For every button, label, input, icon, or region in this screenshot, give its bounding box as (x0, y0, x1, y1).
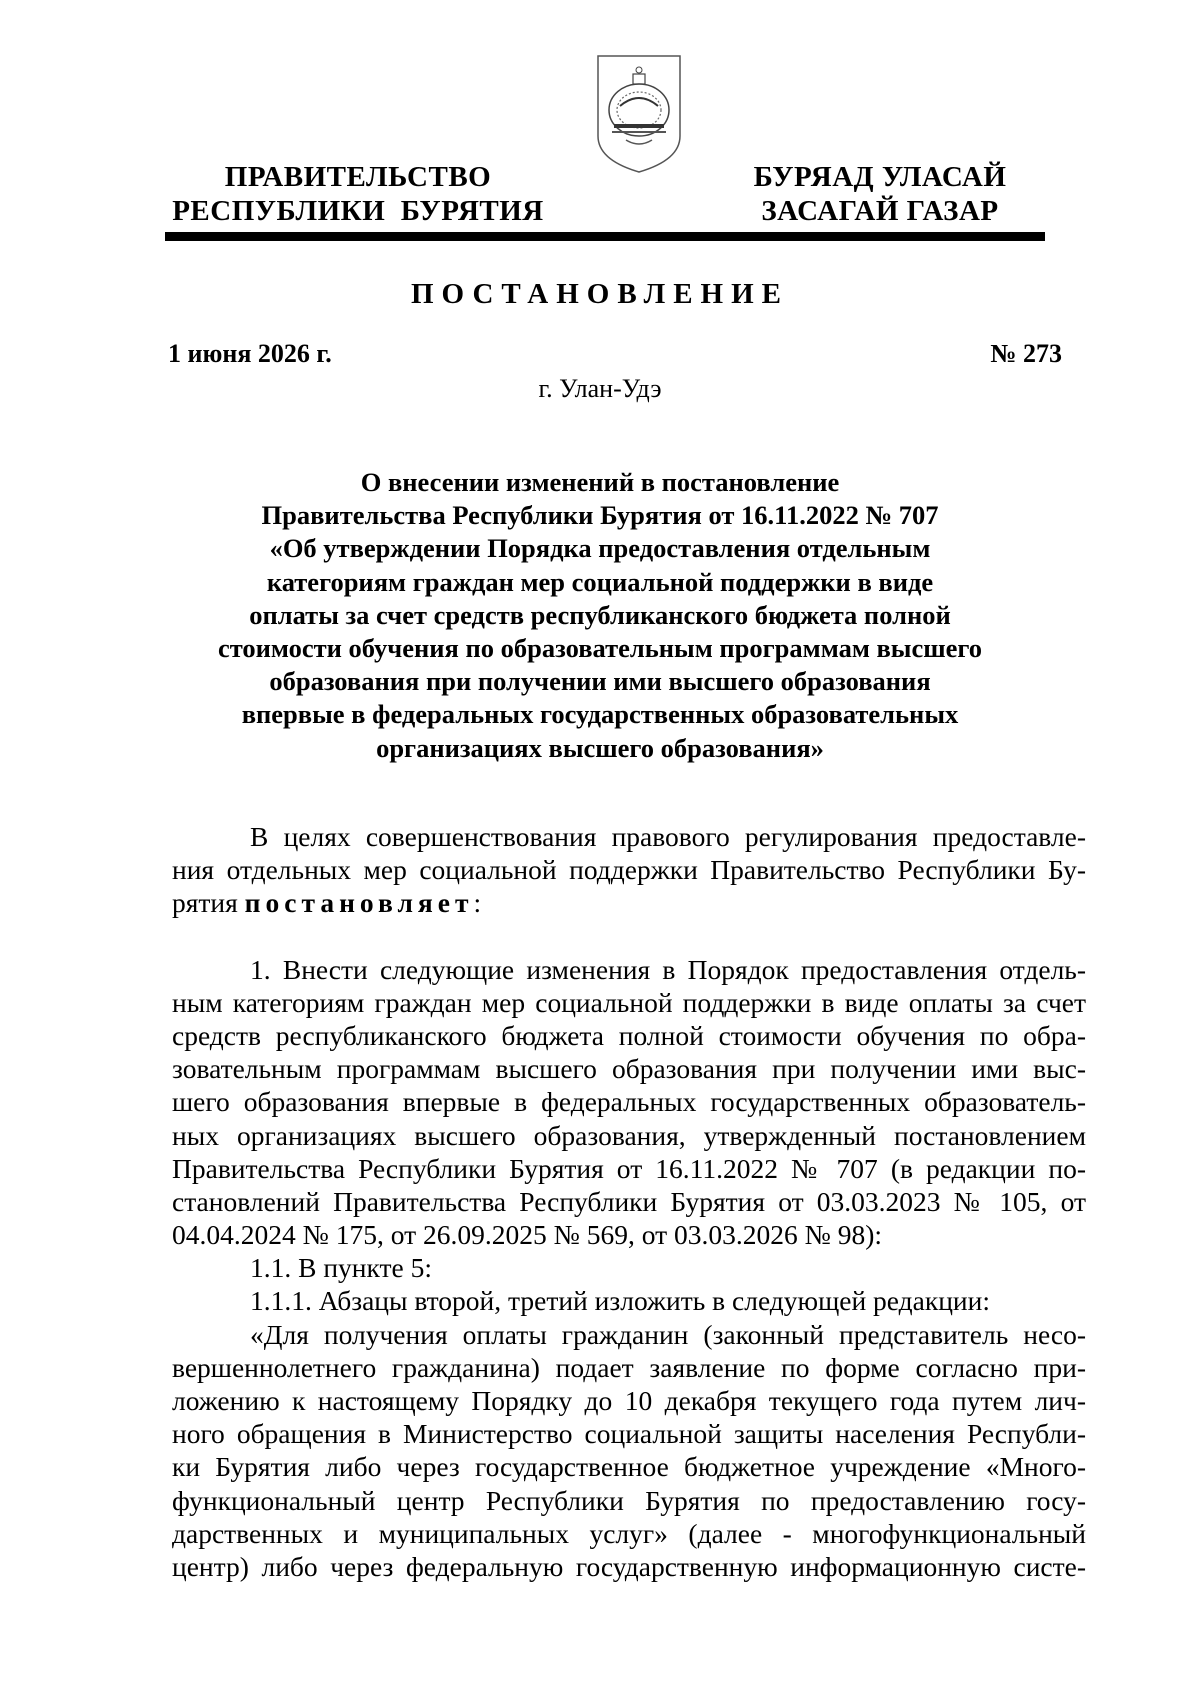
document-type: ПОСТАНОВЛЕНИЕ (410, 278, 789, 310)
document-number: № 273 (990, 339, 1062, 368)
resolves-word: постановляет (244, 887, 474, 919)
header-right-line1: БУРЯАД УЛАСАЙ (753, 161, 1007, 193)
title-line: Правительства Республики Бурятия от 16.11.2022 № 707 (261, 500, 939, 531)
preamble-line: ния отдельных мер социальной поддержки Правительство Республики Бу- (172, 854, 1086, 886)
preamble-suffix: : (473, 887, 482, 919)
title-line: оплаты за счет средств республиканского бюджета полной (249, 599, 951, 630)
header-right-block (720, 160, 1040, 228)
paragraph-line: Правительства Республики Бурятия от 16.11.2022 № 707 (в редакции по- (172, 1152, 1086, 1184)
quote-line: «Для получения оплаты гражданин (законный представитель несо- (250, 1318, 1086, 1350)
title-line: стоимости обучения по образовательным программам высшего (217, 633, 983, 664)
quote-line: функциональный центр Республики Бурятия по предоставлению госу- (172, 1484, 1086, 1516)
paragraph-line: шего образования впервые в федеральных государственных образователь- (172, 1086, 1086, 1118)
preamble-line (172, 886, 1086, 919)
header-left-line1: ПРАВИТЕЛЬСТВО (224, 161, 492, 193)
paragraph-line: 1. Внести следующие изменения в Порядок предоставления отдель- (250, 953, 1086, 985)
quote-line: ного обращения в Министерство социальной защиты населения Республи- (172, 1418, 1086, 1450)
quote-line: ложению к настоящему Порядку до 10 декабря текущего года путем лич- (172, 1385, 1086, 1416)
header-divider (165, 232, 1045, 241)
header-left-line2: РЕСПУБЛИКИ БУРЯТИЯ (172, 195, 544, 227)
quote-line: дарственных и муниципальных услуг» (далее - многофункциональный (172, 1517, 1086, 1549)
document-body (172, 820, 1086, 1583)
item-1-1-1: 1.1.1. Абзацы второй, третий изложить в следующей редакции: (250, 1285, 991, 1317)
item-1-1: 1.1. В пункте 5: (250, 1252, 433, 1284)
quote-line: вершеннолетнего гражданина) подает заявление по форме согласно при- (172, 1351, 1086, 1383)
quote-line: центр) либо через федеральную государственную информационную систе- (172, 1550, 1086, 1582)
title-line: О внесении изменений в постановление (360, 467, 840, 497)
header-right-line2: ЗАСАГАЙ ГАЗАР (761, 195, 999, 227)
title-line: категориям граждан мер социальной поддержки в виде (266, 566, 934, 597)
title-line: образования при получении ими высшего образования (269, 666, 931, 697)
paragraph-line: ным категориям граждан мер социальной поддержки в виде оплаты за счет (172, 986, 1086, 1018)
title-line: организациях высшего образования» (376, 732, 824, 763)
paragraph-line: средств республиканского бюджета полной стоимости обучения по обра- (172, 1019, 1086, 1051)
document-title (190, 466, 1010, 765)
paragraph-line: 04.04.2024 № 175, от 26.09.2025 № 569, от 03.03.2026 № 98): (172, 1219, 883, 1251)
quote-line: ки Бурятия либо через государственное бюджетное учреждение «Много- (172, 1451, 1086, 1483)
header-left-block (168, 160, 548, 228)
title-line: «Об утверждении Порядка предоставления отдельным (269, 533, 931, 564)
preamble-prefix: рятия (172, 887, 245, 919)
paragraph-line: зовательным программам высшего образования при получении ими выс- (172, 1053, 1086, 1085)
coat-of-arms-icon (590, 48, 688, 176)
document-date: 1 июня 2026 г. (168, 339, 332, 368)
paragraph-line: ных организациях высшего образования, утвержденный постановлением (172, 1119, 1086, 1151)
title-line: впервые в федеральных государственных образовательных (241, 699, 959, 730)
paragraph-line: становлений Правительства Республики Бурятия от 03.03.2023 № 105, от (172, 1185, 1086, 1217)
document-city: г. Улан-Удэ (538, 374, 662, 403)
preamble-line: В целях совершенствования правового регулирования предоставле- (250, 821, 1086, 852)
